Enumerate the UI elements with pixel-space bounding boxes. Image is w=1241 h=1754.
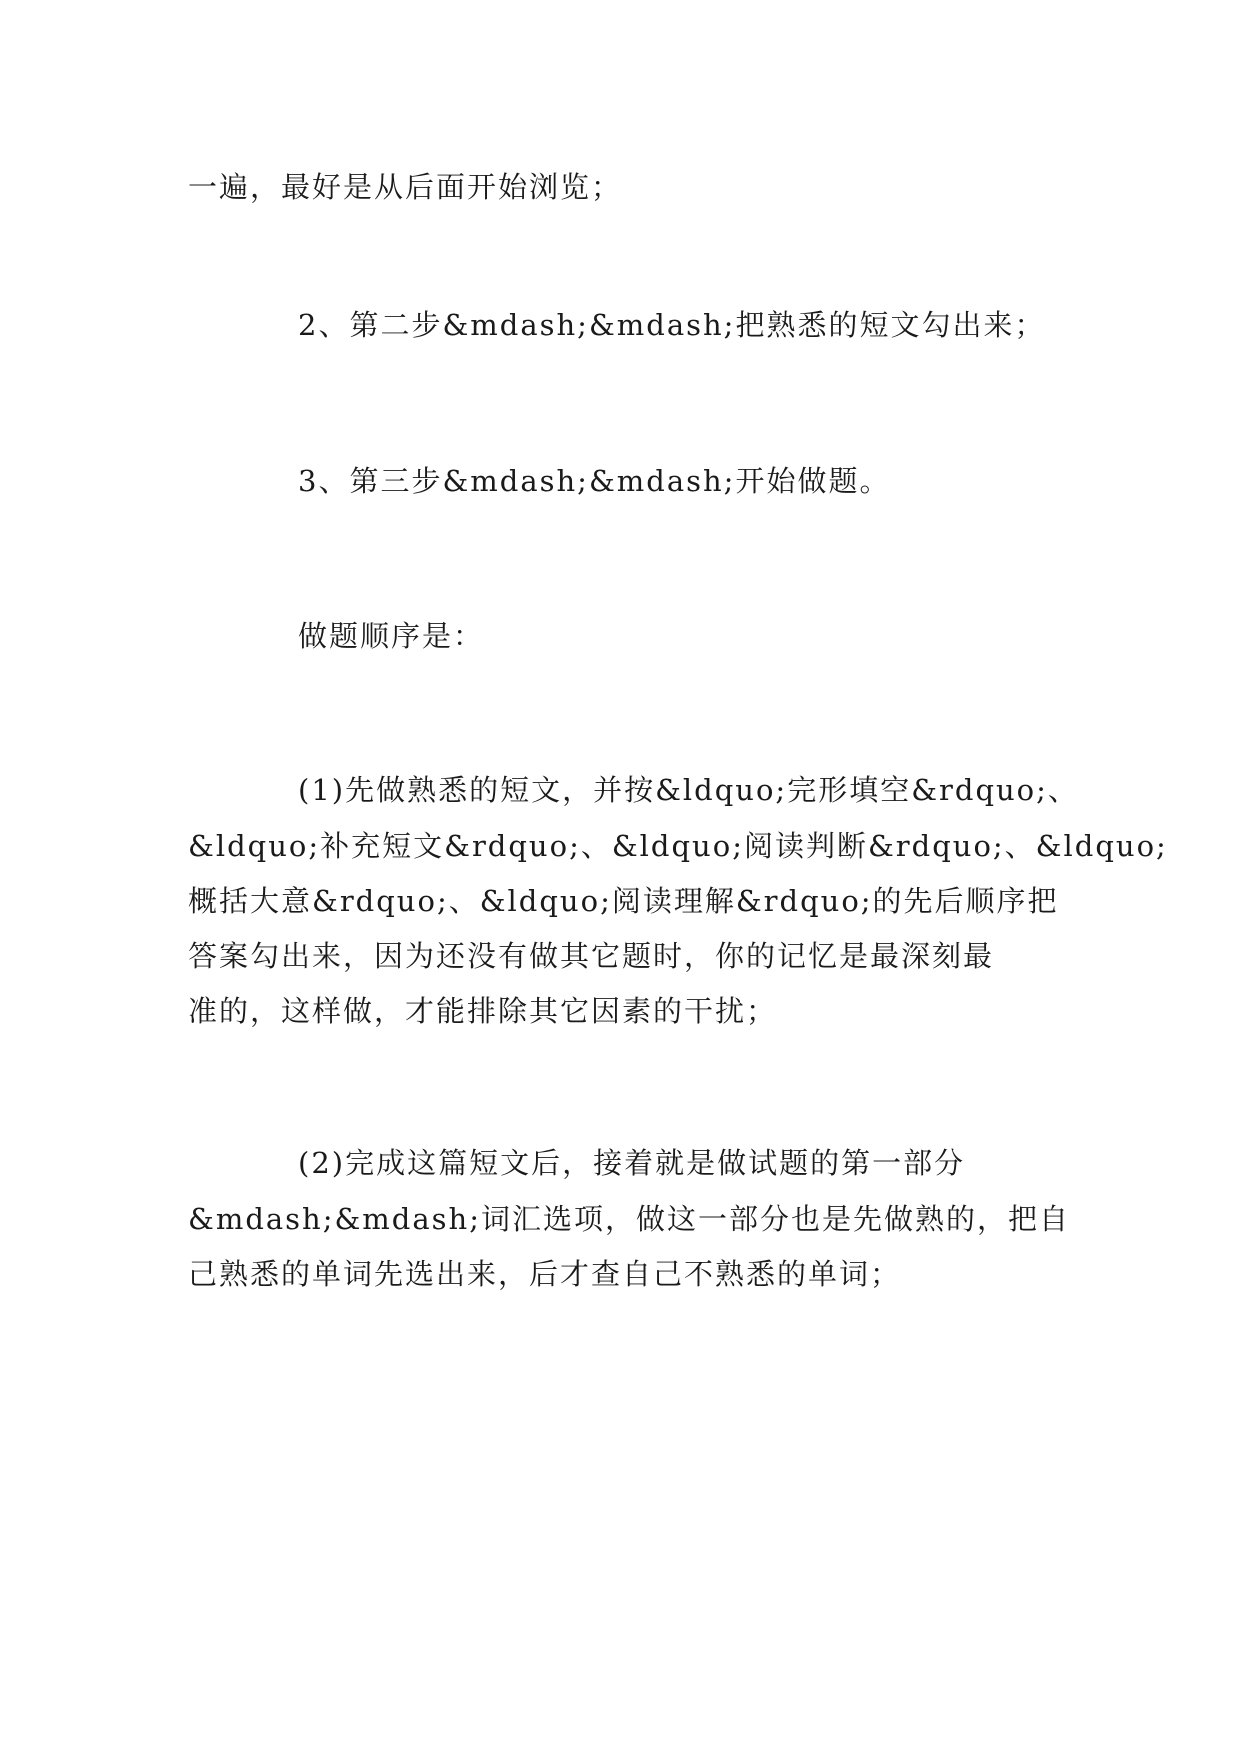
order-2-line-2: &mdash;&mdash;词汇选项，做这一部分也是先做熟的，把自 bbox=[188, 1202, 1070, 1236]
paragraph-1-line-1: 一遍，最好是从后面开始浏览； bbox=[188, 170, 623, 204]
order-2-line-3: 己熟悉的单词先选出来，后才查自己不熟悉的单词； bbox=[188, 1257, 902, 1291]
order-1-line-2: &ldquo;补充短文&rdquo;、&ldquo;阅读判断&rdquo;、&ldquo; bbox=[188, 829, 1168, 863]
order-heading: 做题顺序是： bbox=[298, 619, 485, 653]
step-3-line: 3、第三步&mdash;&mdash;开始做题。 bbox=[298, 464, 891, 498]
step-2-line: 2、第二步&mdash;&mdash;把熟悉的短文勾出来； bbox=[298, 308, 1046, 342]
order-1-line-1: (1)先做熟悉的短文，并按&ldquo;完形填空&rdquo;、 bbox=[298, 773, 1079, 807]
order-1-line-3: 概括大意&rdquo;、&ldquo;阅读理解&rdquo;的先后顺序把 bbox=[188, 884, 1059, 918]
order-1-line-4: 答案勾出来，因为还没有做其它题时，你的记忆是最深刻最 bbox=[188, 939, 995, 973]
order-1-line-5: 准的，这样做，才能排除其它因素的干扰； bbox=[188, 994, 778, 1028]
order-2-line-1: (2)完成这篇短文后，接着就是做试题的第一部分 bbox=[298, 1146, 966, 1180]
